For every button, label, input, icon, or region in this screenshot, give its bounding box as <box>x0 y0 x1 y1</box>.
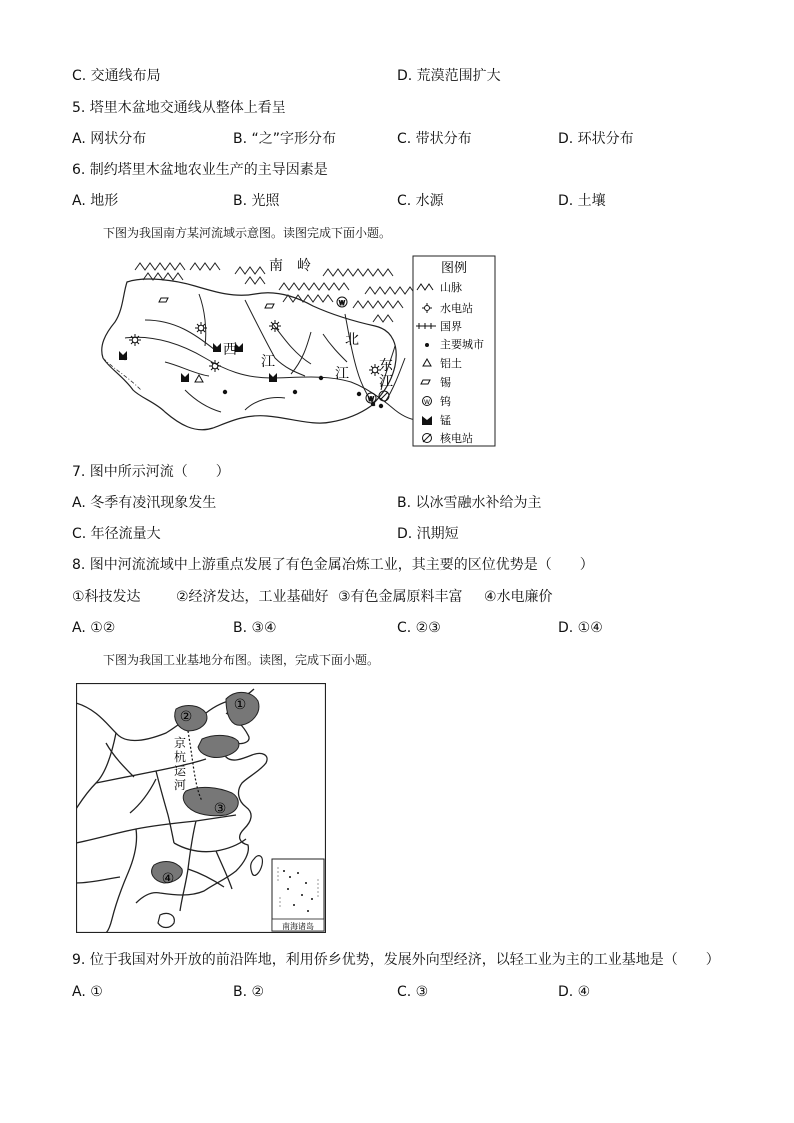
legend-mountains: 山脉 <box>440 281 462 294</box>
q6-option-b: B. 光照 <box>233 193 280 209</box>
svg-text:W: W <box>424 399 430 406</box>
legend-manganese: 锰 <box>440 414 451 427</box>
industrial-base-map <box>76 683 326 933</box>
q6-option-a: A. 地形 <box>72 193 119 209</box>
svg-text:W: W <box>368 396 374 403</box>
q4-option-d: D. 荒漠范围扩大 <box>397 68 501 84</box>
q8-choice-3: ③有色金属原料丰富 <box>338 589 463 605</box>
map-legend <box>413 256 495 446</box>
q8-option-a: A. ①② <box>72 620 116 636</box>
legend-hydropower: 水电站 <box>440 302 473 315</box>
legend-border: 国界 <box>440 320 462 333</box>
bauxite-icon <box>195 375 203 382</box>
legend-bauxite: 铝土 <box>440 357 462 370</box>
label-base-2: ② <box>179 709 193 725</box>
national-border-line <box>103 358 141 390</box>
legend-city: 主要城市 <box>440 338 484 351</box>
river-basin-map <box>95 250 500 450</box>
legend-tin: 锡 <box>440 376 451 389</box>
q5-stem: 5. 塔里木盆地交通线从整体上看呈 <box>72 100 286 116</box>
grand-canal-labels <box>174 735 187 792</box>
q9-option-d: D. ④ <box>558 984 591 1000</box>
q8-choice-4: ④水电廉价 <box>484 589 553 605</box>
label-nanling: 南 岭 <box>269 258 311 274</box>
q7-option-a: A. 冬季有凌汛现象发生 <box>72 495 217 511</box>
legend-nuclear: 核电站 <box>440 432 473 445</box>
label-base-3: ③ <box>213 801 227 817</box>
q7-stem: 7. 图中所示河流（ ） <box>72 464 230 480</box>
q7-option-b: B. 以冰雪融水补给为主 <box>397 495 542 511</box>
q6-stem: 6. 制约塔里木盆地农业生产的主导因素是 <box>72 162 328 178</box>
q8-option-c: C. ②③ <box>397 620 441 636</box>
label-he: 河 <box>173 778 187 792</box>
figure2-caption: 下图为我国工业基地分布图。读图，完成下面小题。 <box>103 653 380 667</box>
q9-option-b: B. ② <box>233 984 265 1000</box>
q7-option-d: D. 汛期短 <box>397 526 459 542</box>
q9-stem: 9. 位于我国对外开放的前沿阵地，利用侨乡优势，发展外向型经济，以轻工业为主的工业基地是（ ） <box>72 952 720 968</box>
inset-label: 南海诸岛 <box>282 922 314 931</box>
q4-option-c: C. 交通线布局 <box>72 68 161 84</box>
legend-title: 图例 <box>440 261 468 276</box>
tin-icons <box>159 298 274 308</box>
q8-option-b: B. ③④ <box>233 620 277 636</box>
q8-stem: 8. 图中河流流域中上游重点发展了有色金属冶炼工业，其主要的区位优势是（ ） <box>72 557 594 573</box>
label-jiang-1: 江 <box>261 354 275 370</box>
figure1-caption: 下图为我国南方某河流域示意图。读图完成下面小题。 <box>103 226 392 240</box>
label-jiang-2: 江 <box>335 366 349 382</box>
q6-option-d: D. 土壤 <box>558 193 606 209</box>
q8-option-d: D. ①④ <box>558 620 603 636</box>
q5-option-b: B. “之”字形分布 <box>233 131 337 147</box>
q5-option-c: C. 带状分布 <box>397 131 472 147</box>
city-dots <box>123 356 383 408</box>
legend-tungsten: 钨 <box>440 395 451 408</box>
q7-option-c: C. 年径流量大 <box>72 526 161 542</box>
q5-option-d: D. 环状分布 <box>558 131 634 147</box>
label-hang: 杭 <box>173 750 187 764</box>
q6-option-c: C. 水源 <box>397 193 444 209</box>
label-base-4: ④ <box>161 871 175 887</box>
label-jing: 京 <box>173 736 187 750</box>
label-xi: 西 <box>223 342 237 358</box>
south-china-sea-inset <box>272 859 324 931</box>
label-dong: 东 <box>379 358 393 374</box>
q8-choice-1: ①科技发达 <box>72 589 141 605</box>
label-bei: 北 <box>345 332 359 348</box>
q9-option-a: A. ① <box>72 984 103 1000</box>
label-jiang-3: 江 <box>379 374 393 390</box>
hainan-island <box>158 913 174 927</box>
q8-choice-2: ②经济发达，工业基础好 <box>176 589 329 605</box>
label-base-1: ① <box>233 697 247 713</box>
tungsten-icons <box>337 297 376 403</box>
svg-text:W: W <box>339 300 345 307</box>
q5-option-a: A. 网状分布 <box>72 131 147 147</box>
q9-option-c: C. ③ <box>397 984 429 1000</box>
label-yun: 运 <box>173 764 187 778</box>
